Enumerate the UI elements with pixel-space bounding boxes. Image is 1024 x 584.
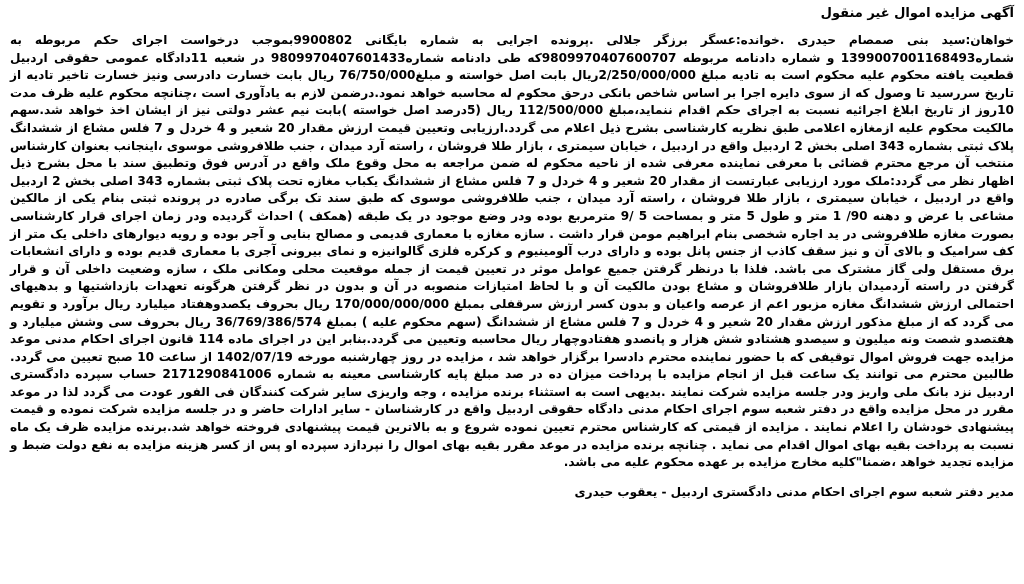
notice-title: آگهی مزایده اموال غیر منقول: [820, 6, 1014, 21]
notice-body: خواهان:سید بنی صمصام حیدری .خوانده:عسگر برزگر جلالی .پرونده اجرایی به شماره بایگانی 9900802بموجب درخواست اجرای حکم مربوطه به شماره1399007001168493 و شماره دادنامه مربوطه 9809970407600707که طی دادنامه شماره9809970407601433 در شعبه 11دادگاه عمومی حقوقی اردبیل قطعیت یافته محکوم علیه محکوم است به تادیه مبلغ 2/250/000/000ریال بابت اصل خواسته و مبلغ76/750/000 ریال بابت خسارت دادرسی ونیز خسارت تاخیر تادیه از تاریخ سررسید تا وصول که از سوی دایره اجرا بر اساس شاخص بانکی درحق محکوم له محاسبه خواهد نمود.درضمن لازم به یادآوری است ،چنانچه محکوم علیه ظرف مدت 10روز از تاریخ ابلاغ اجرائیه نسبت به اجرای حکم اقدام ننماید،مبلغ 112/500/000 ریال (5درصد اصل خواسته )بابت نیم عشر دولتی نیز از ایشان اخذ خواهد شد.سهم مالکیت محکوم علیه ازمغازه اعلامی طبق نظریه کارشناسی بشرح ذیل اعلام می گردد.ارزیابی وتعیین قیمت ارزش مقدار 20 شعیر و 4 خردل و 7 فلس مشاع از ششدانگ پلاک ثبتی بشماره 343 اصلی بخش 2 اردبیل واقع در اردبیل ، خیابان سیمتری ، بازار طلا فروشان ، راسته آرد میدان ، جنب طلافروشی موسوی ،اینجانب بعنوان کارشناس منتخب آن مرجع محترم قضائی با معرفی نماینده معرفی شده از ناحیه محکوم له ضمن مراجعه به محل وقوع ملک واقع در آدرس فوق وتطبیق سند با محل بشرح ذیل اظهار نظر می گردد:ملک مورد ارزیابی عبارتست از مقدار 20 شعیر و 4 خردل و 7 فلس مشاع از ششدانگ یکباب مغازه تحت پلاک ثبتی بشماره 343 اصلی بخش 2 اردبیل واقع در اردبیل ، خیابان سیمتری ، بازار طلا فروشان ، راسته آرد میدان ، جنب طلافروشی موسوی که طبق سند تک برگی صادره در پرونده ثبتی بنام یکی از مالکین مشاعی با عرض و دهنه 90/ 1 متر و طول 5 متر و بمساحت 5 /9 مترمربع بوده ودر وضع موجود در یک طبقه (همکف ) احداث گردیده ودر زمان اجرای قرار کارشناسی بصورت مغازه طلافروشی در ید اجاره شخصی بنام ابراهیم مومن قرار داشت . سازه مغازه با معماری قدیمی و مصالح بنایی و آجر بوده و رویه دیوارهای داخلی یک متر از کف سرامیک و بالای آن و نیز سقف کاذب از جنس پانل بوده و دارای درب آلومینیوم و کرکره فلزی گالوانیزه و نمای بیرونی آجری با معماری قدیم بوده و دارای انشعابات برق مستقل ولی گاز مشترک می باشد. فلذا با درنظر گرفتن جمیع عوامل موثر در تعیین قیمت از جمله موقعیت محلی ومکانی ملک ، سازه وضعیت داخلی آن و قرار گرفتن در راسته آردمیدان بازار طلافروشان و مشاع بودن مالکیت آن و با لحاظ امتیازات منصوبه در آن و بدون در نظر گرفتن هرگونه تعهدات بازداشتیها و بدهیهای احتمالی ارزش ششدانگ مغازه مزبور اعم از عرصه واعیان و بدون کسر ارزش سرقفلی بمبلغ 170/000/000/000 ریال بحروف یکصدوهفتاد میلیارد ریال برآورد و تقویم می گردد که از مبلغ مذکور ارزش مقدار 20 شعیر و 4 خردل و 7 فلس مشاع از ششدانگ (سهم محکوم علیه ) بمبلغ 36/769/386/574 ریال بحروف سی وشش میلیارد و هفتصدو شصت ونه میلیون و سیصدو هشتادو شش هزار و پانصدو هفتادوچهار ریال محاسبه وتعیین می گردد.بنابر این در اجرای ماده 114 قانون اجرای احکام مدنی موعد مزایده جهت فروش اموال توقیفی که با حضور نماینده محترم دادسرا برگزار خواهد شد ، مزایده در روز چهارشنبه مورخه 1402/07/19 از ساعت 10 صبح تعیین می گردد. طالبین محترم می توانند یک ساعت قبل از انجام مزایده با پرداخت میزان ده در صد مبلغ پایه کارشناسی معینه به شماره 2171290841006 حساب سپرده دادگستری اردبیل نزد بانک ملی واریز ودر جلسه مزایده شرکت نمایند .بدیهی است به استثناء برنده مزایده ، وجه واریزی سایر شرکت کنندگان فی الفور عودت می گردد لذا در موعد مقرر در محل مزایده واقع در دفتر شعبه سوم اجرای احکام مدنی دادگاه حقوقی اردبیل واقع در کارشناسان - سایر ادارات حاضر و در جلسه مزایده شرکت نموده و قیمت پیشنهادی خودشان را اعلام نمایند . مزایده از قیمتی که کارشناس محترم تعیین نموده شروع و به بالاترین قیمت پیشنهادی فروخته خواهد شد.برنده مزایده ظرف یک ماه نسبت به پرداخت بقیه بهای اموال اقدام می نماید . چنانچه برنده مزایده در موعد مقرر بقیه بهای اموال را نپردازد سپرده او پس از کسر هزینه مزایده به نفع دولت ضبط و مزایده تجدید خواهد ،ضمنا"کلیه مخارج مزایده بر عهده محکوم علیه می باشد.: [10, 33, 1015, 470]
notice-signature: مدیر دفتر شعبه سوم اجرای احکام مدنی دادگستری اردبیل - یعقوب حیدری: [574, 484, 1014, 499]
